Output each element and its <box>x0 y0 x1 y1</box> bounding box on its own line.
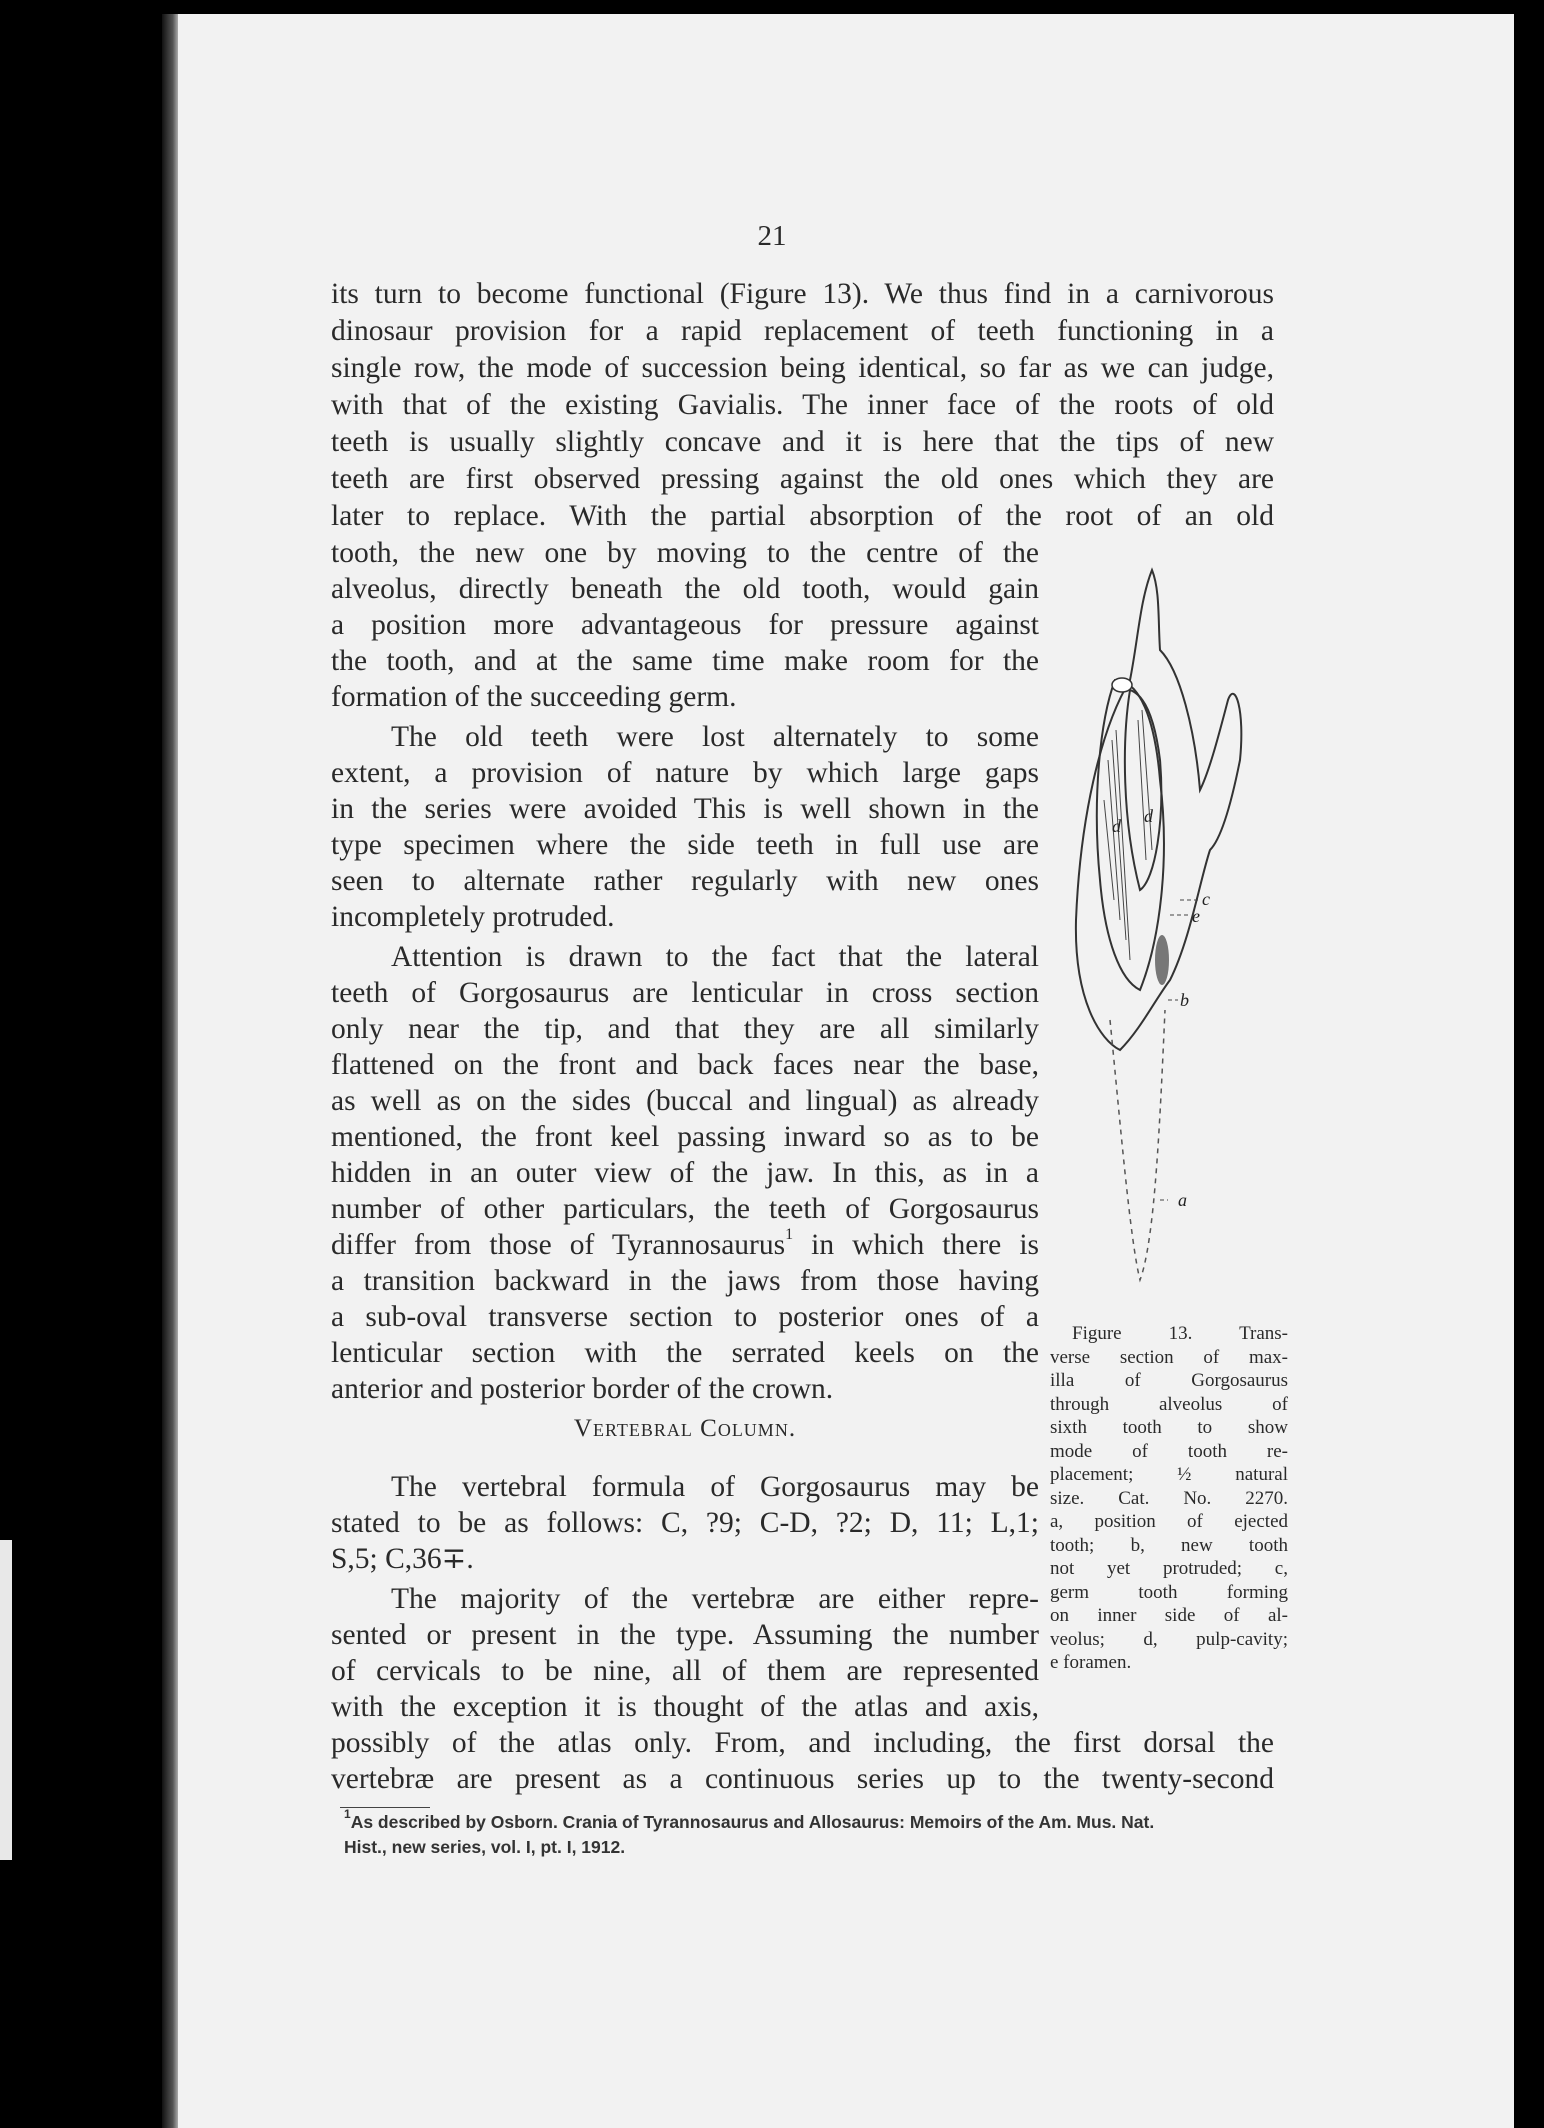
footnote-marker: 1 <box>344 1807 351 1821</box>
text-line: lenticular section with the serrated keels on the <box>331 1337 1039 1369</box>
text-line: number of other particulars, the teeth of Gorgosaurus <box>331 1193 1039 1225</box>
text-line: formation of the succeeding germ. <box>331 681 737 713</box>
figure-label-e: e <box>1192 906 1200 926</box>
footnote-line: Hist., new series, vol. I, pt. I, 1912. <box>344 1837 626 1857</box>
caption-line: Figure 13. Trans- <box>1072 1323 1288 1344</box>
caption-line: through alveolus of <box>1050 1393 1288 1415</box>
foramen-shape <box>1112 678 1132 692</box>
text-line: alveolus, directly beneath the old tooth, would gain <box>331 573 1039 605</box>
text-span: differ from those of Tyrannosaurus <box>331 1229 786 1261</box>
figure-label-b: b <box>1180 990 1189 1010</box>
text-line: anterior and posterior border of the crown. <box>331 1373 834 1405</box>
text-line: later to replace. With the partial absorption of the root of an old <box>331 500 1274 532</box>
figure-label-d: d <box>1144 806 1153 826</box>
caption-line: illa of Gorgosaurus <box>1050 1370 1288 1391</box>
tooth-section-figure <box>1060 560 1280 1300</box>
footnote-text: As described by Osborn. Crania of Tyrannosaurus and Allosaurus: Memoirs of the Am. Mus. Nat. <box>350 1812 1155 1832</box>
caption-line: placement; ½ natural <box>1050 1464 1288 1485</box>
caption-line: mode of tooth re- <box>1050 1440 1288 1462</box>
text-line: teeth of Gorgosaurus are lenticular in cross section <box>331 977 1039 1009</box>
caption-line: germ tooth forming <box>1050 1581 1288 1603</box>
caption-line: on inner side of al- <box>1050 1605 1288 1626</box>
text-line: tooth, the new one by moving to the centre of the <box>331 537 1039 569</box>
caption-line: e foramen. <box>1050 1652 1132 1673</box>
text-line: hidden in an outer view of the jaw. In this, as in a <box>331 1157 1039 1189</box>
text-line: possibly of the atlas only. From, and including, the first dorsal the <box>331 1727 1274 1759</box>
text-line: in the series were avoided This is well shown in the <box>331 793 1039 825</box>
text-line: The majority of the vertebræ are either repre- <box>391 1583 1039 1615</box>
caption-line: tooth; b, new tooth <box>1050 1534 1288 1556</box>
text-line: dinosaur provision for a rapid replacement of teeth functioning in a <box>331 315 1274 347</box>
figure-label-a: a <box>1178 1190 1187 1210</box>
facing-page-edge <box>0 1540 12 1860</box>
text-line: vertebræ are present as a continuous series up to the twenty-second <box>331 1763 1274 1795</box>
text-line: a sub-oval transverse section to posterior ones of a <box>331 1301 1039 1333</box>
text-line: S,5; C,36∓. <box>331 1543 474 1575</box>
text-line: Attention is drawn to the fact that the lateral <box>391 941 1039 973</box>
text-line: teeth are first observed pressing against the old ones which they are <box>331 463 1274 495</box>
text-line: The vertebral formula of Gorgosaurus may be <box>391 1471 1039 1503</box>
text-line: teeth is usually slightly concave and it is here that the tips of new <box>331 426 1274 458</box>
text-line: only near the tip, and that they are all similarly <box>331 1013 1039 1045</box>
figure-label-d: d <box>1112 816 1121 836</box>
figure-caption <box>1050 1322 1288 1675</box>
text-line: its turn to become functional (Figure 13). We thus find in a carnivorous <box>331 278 1274 310</box>
footnote-line <box>344 1807 1288 1835</box>
text-line: the tooth, and at the same time make room for the <box>331 645 1039 677</box>
text-line: as well as on the sides (buccal and lingual) as already <box>331 1085 1039 1117</box>
caption-line: a, position of ejected <box>1050 1511 1288 1532</box>
text-line: seen to alternate rather regularly with new ones <box>331 865 1039 897</box>
text-line: sented or present in the type. Assuming the number <box>331 1619 1039 1651</box>
text-line: The old teeth were lost alternately to some <box>391 721 1039 753</box>
text-line: type specimen where the side teeth in full use are <box>331 829 1039 861</box>
text-line: a position more advantageous for pressure against <box>331 609 1039 641</box>
text-line: flattened on the front and back faces near the base, <box>331 1049 1039 1081</box>
text-line: with that of the existing Gavialis. The inner face of the roots of old <box>331 389 1274 421</box>
text-line: single row, the mode of succession being identical, so far as we can judge, <box>331 352 1274 384</box>
text-line: of cervicals to be nine, all of them are represented <box>331 1655 1039 1687</box>
text-line: with the exception it is thought of the atlas and axis, <box>331 1691 1039 1723</box>
text-line: mentioned, the front keel passing inward so as to be <box>331 1121 1039 1153</box>
figure-label-c: c <box>1202 889 1210 909</box>
text-line: a transition backward in the jaws from those having <box>331 1265 1039 1297</box>
footnote-marker: 1 <box>785 1226 794 1243</box>
section-heading: Vertebral Column. <box>573 1415 797 1442</box>
caption-line: not yet protruded; c, <box>1050 1558 1288 1579</box>
text-span: in which there is <box>793 1229 1039 1261</box>
ejected-tooth-outline <box>1110 1010 1165 1280</box>
caption-line: verse section of max- <box>1050 1346 1288 1368</box>
text-line: incompletely protruded. <box>331 901 615 933</box>
text-line: extent, a provision of nature by which large gaps <box>331 757 1039 789</box>
germ-tooth-shape <box>1155 935 1169 985</box>
page-number: 21 <box>757 220 787 252</box>
footnote <box>344 1807 1288 1860</box>
text-line-with-footnote <box>331 1227 1039 1263</box>
text-line: stated to be as follows: C, ?9; C-D, ?2; D, 11; L,1; <box>331 1507 1039 1539</box>
caption-line: veolus; d, pulp-cavity; <box>1050 1628 1288 1650</box>
caption-line: size. Cat. No. 2270. <box>1050 1487 1288 1509</box>
caption-line: sixth tooth to show <box>1050 1417 1288 1438</box>
footnote-rule <box>340 1807 430 1808</box>
